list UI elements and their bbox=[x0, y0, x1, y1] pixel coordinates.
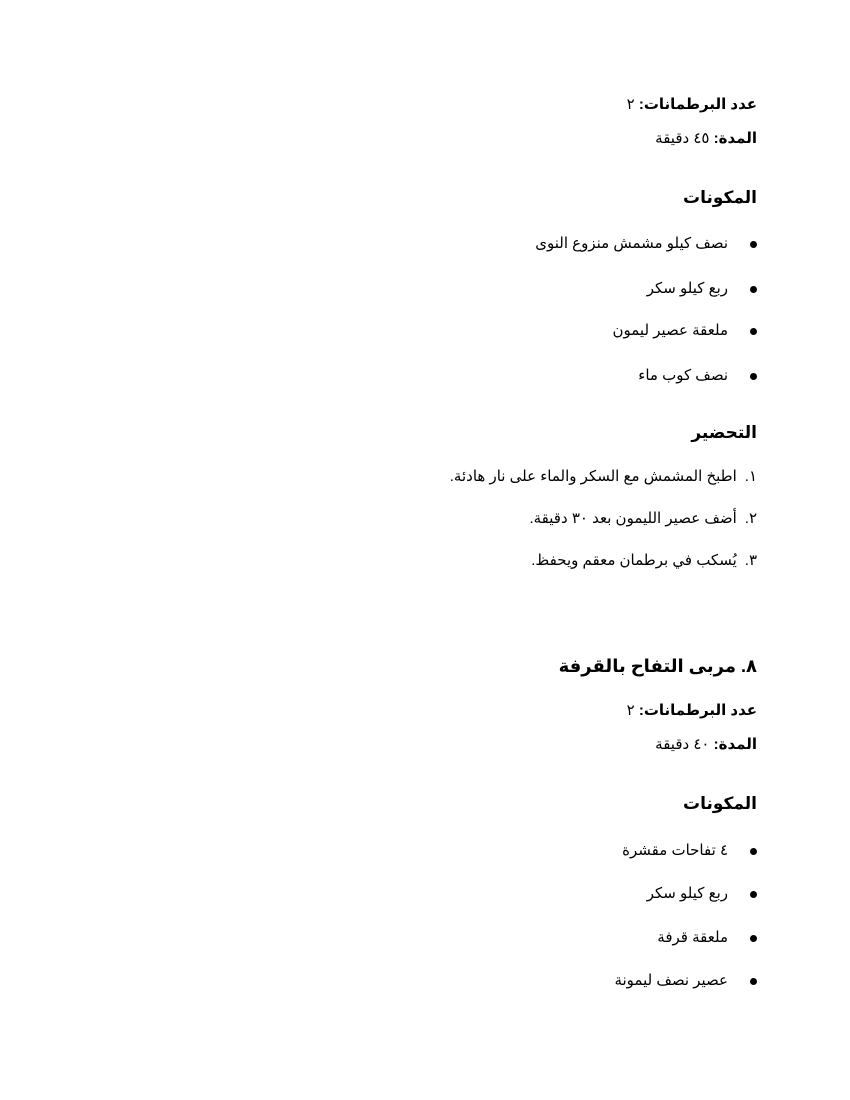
bullet-icon bbox=[750, 891, 757, 898]
jars-value: ٢ bbox=[626, 702, 635, 719]
jars-count bbox=[627, 97, 757, 112]
step-text: أضف عصير الليمون بعد ٣٠ دقيقة. bbox=[529, 510, 737, 527]
duration bbox=[655, 737, 757, 752]
jars-value: ٢ bbox=[626, 96, 635, 113]
duration bbox=[655, 131, 757, 146]
ingredient-text: ربع كيلو سكر bbox=[646, 885, 728, 902]
ingredients-heading: المكونات bbox=[682, 794, 757, 813]
step-number: ٣. bbox=[744, 552, 757, 569]
ingredient-text: عصير نصف ليمونة bbox=[614, 972, 728, 989]
ingredient-text: نصف كوب ماء bbox=[638, 367, 728, 384]
step-number: ١. bbox=[744, 468, 757, 485]
step-item bbox=[450, 469, 757, 484]
list-item bbox=[614, 973, 757, 988]
preparation-heading: التحضير bbox=[691, 423, 757, 442]
ingredient-text: ملعقة قرفة bbox=[657, 929, 728, 946]
bullet-icon bbox=[750, 328, 757, 335]
step-item bbox=[531, 553, 757, 568]
list-item bbox=[622, 843, 757, 858]
list-item bbox=[638, 368, 757, 383]
jars-count bbox=[627, 703, 757, 718]
bullet-icon bbox=[750, 286, 757, 293]
step-number: ٢. bbox=[744, 510, 757, 527]
list-item bbox=[647, 886, 757, 901]
duration-value: ٤٠ دقيقة bbox=[655, 736, 710, 753]
duration-value: ٤٥ دقيقة bbox=[655, 130, 710, 147]
ingredient-text: نصف كيلو مشمش منزوع النوى bbox=[535, 235, 728, 252]
step-text: يُسكب في برطمان معقم ويحفظ. bbox=[531, 552, 737, 569]
bullet-icon bbox=[750, 241, 757, 248]
ingredient-text: ملعقة عصير ليمون bbox=[612, 322, 728, 339]
jars-label: عدد البرطمانات: bbox=[638, 96, 757, 113]
list-item bbox=[657, 930, 757, 945]
list-item bbox=[647, 281, 757, 296]
jars-label: عدد البرطمانات: bbox=[638, 702, 757, 719]
bullet-icon bbox=[750, 373, 757, 380]
bullet-icon bbox=[750, 848, 757, 855]
step-text: اطبخ المشمش مع السكر والماء على نار هادئة. bbox=[449, 468, 737, 485]
ingredients-heading: المكونات bbox=[682, 188, 757, 207]
list-item bbox=[535, 236, 757, 251]
ingredient-text: ٤ تفاحات مقشرة bbox=[622, 842, 728, 859]
recipe-title: ٨. مربى التفاح بالقرفة bbox=[558, 656, 757, 676]
step-item bbox=[529, 511, 757, 526]
duration-label: المدة: bbox=[713, 736, 757, 753]
duration-label: المدة: bbox=[713, 130, 757, 147]
bullet-icon bbox=[750, 978, 757, 985]
list-item bbox=[613, 323, 758, 338]
bullet-icon bbox=[750, 935, 757, 942]
ingredient-text: ربع كيلو سكر bbox=[646, 280, 728, 297]
